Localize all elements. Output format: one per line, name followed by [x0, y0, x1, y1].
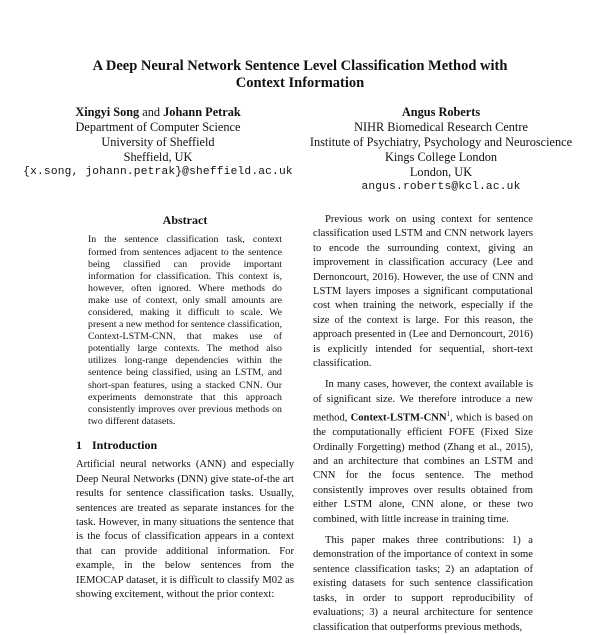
right-column	[313, 213, 533, 635]
title-line-1: A Deep Neural Network Sentence Level Classification Method with	[92, 58, 508, 74]
author-city: London, UK	[409, 165, 473, 179]
para2-start: In many cases, however, the context available is of significant size. We therefore introduce a new method,	[313, 379, 533, 424]
right-paragraph-3: This paper makes three contributions: 1) a demonstration of the importance of context in some sentence classification tasks; 2) an adaptation of existing datasets for such sentence classification tasks, in order to support reproducibility of evaluations; 3) a neural architecture for sentence classification that outperforms previous methods,	[313, 535, 533, 633]
abstract-text: In the sentence classification task, context formed from sentences adjacent to the sentence being classified can provide important information for classification. This context is, however, often ignored. Where methods do make use of context, only small amounts are considered, making it difficult to scale. We present a new method for sentence classification, Context-LSTM-CNN, that makes use of potentially large contexts. The method also utilizes long-range dependencies within the sentence being classified, using an LSTM, and short-span features, using a stacked CNN. Our experiments demonstrate that this approach consistently improves over previous methods on two different datasets.	[88, 234, 282, 427]
author-and: and	[142, 105, 161, 119]
author-dept: Department of Computer Science	[75, 120, 241, 134]
author-college: Kings College London	[384, 150, 498, 164]
section-title: Introduction	[92, 437, 158, 452]
section-heading-introduction	[76, 438, 294, 452]
author-name-song: Xingyi Song	[75, 105, 140, 119]
author-country: Sheffield, UK	[123, 150, 193, 164]
author-name-petrak: Johann Petrak	[163, 105, 241, 119]
author-org: NIHR Biomedical Research Centre	[354, 120, 528, 134]
author-names-left	[0, 105, 316, 120]
title-line-2: Context Information	[235, 75, 365, 91]
intro-paragraph-1: Artificial neural networks (ANN) and especially Deep Neural Networks (DNN) give state-of-the art results for sentence classification tasks. Usually, sentences are treated as separate instances for the task. However, in many situations the sentence that is the focus of classification appears in a context that can provide additional information. For example, in the below sentences from the IEMOCAP dataset, it is difficult to classify M02 as showing excitement, without the prior context:	[76, 459, 294, 600]
author-inst: Institute of Psychiatry, Psychology and Neuroscience	[309, 135, 573, 149]
right-paragraph-2	[313, 378, 533, 527]
author-block-right	[292, 105, 590, 195]
right-paragraph-1: Previous work on using context for sentence classification used LSTM and CNN network layers to encode the surrounding context, giving an improvement in classification accuracy (Lee and Dernoncourt, 2016). However, the use of CNN and LSTM layers imposes a significant computational cost when training the network, especially if the size of the context is large. For this reason, the approach presented in (Lee and Dernoncourt, 2016) is explicitly intended for sequential, short-text classification.	[313, 214, 533, 370]
author-block-left	[0, 105, 316, 180]
paper-title	[60, 58, 540, 92]
footnote-mark: 1	[446, 410, 451, 419]
method-name: Context-LSTM-CNN	[350, 412, 447, 424]
section-number: 1	[76, 437, 82, 452]
author-univ: University of Sheffield	[101, 135, 215, 149]
left-column	[76, 213, 294, 602]
author-email-right: angus.roberts@kcl.ac.uk	[361, 181, 521, 193]
author-name-roberts: Angus Roberts	[401, 105, 481, 119]
para2-end: , which is based on the computationally efficient FOFE (Fixed Size Ordinally Forgetting) method (Zhang et al., 2015), and an architecture that combines an LSTM and CNN for the focus sentence. The method consistently improves over results obtained from either LSTM alone, CNN alone, or these two combined, with little increase in training time.	[313, 412, 533, 525]
author-email-left: {x.song, johann.petrak}@sheffield.ac.uk	[23, 166, 293, 178]
abstract-heading: Abstract	[162, 213, 208, 227]
